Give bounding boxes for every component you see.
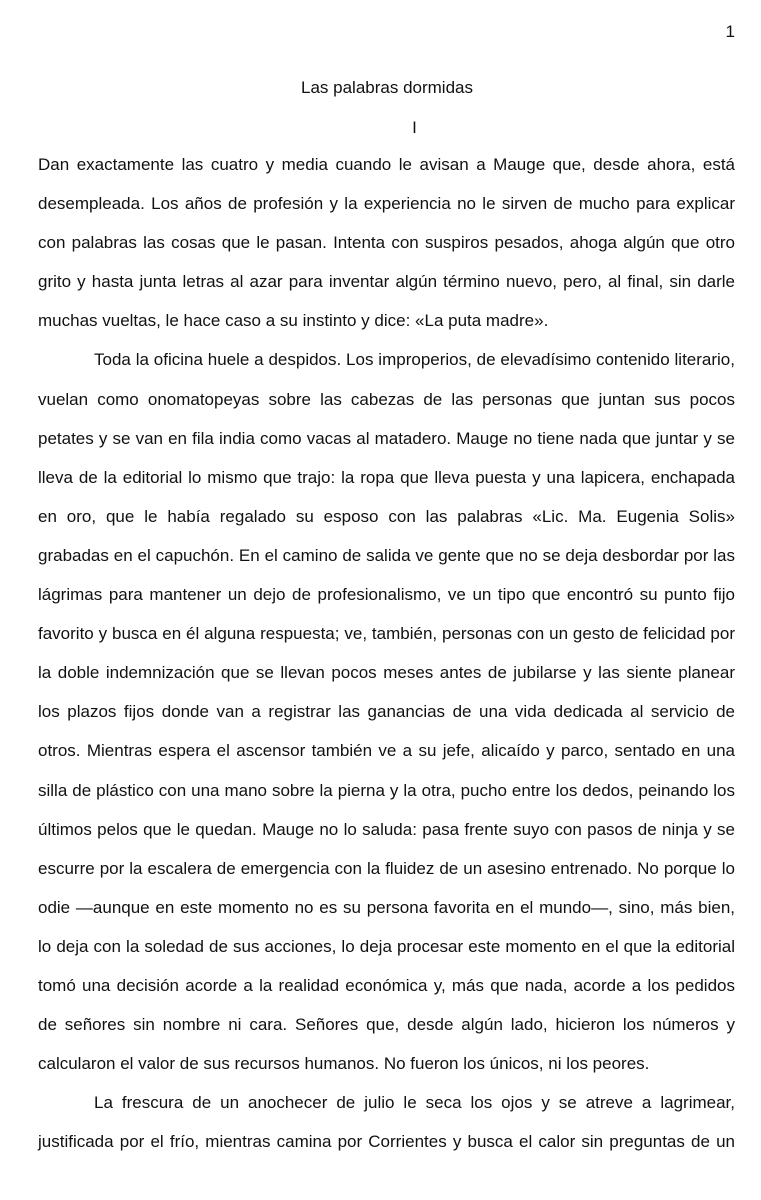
paragraph-2: Toda la oficina huele a despidos. Los improperios, de elevadísimo contenido literario, vuelan como onomatopeyas sobre las cabezas de las personas que juntan sus pocos petates y se van en fila india como vacas al matadero. Mauge no tiene nada que juntar y se lleva de la editorial lo mismo que trajo: la ropa que lleva puesta y una lapicera, enchapada en oro, que le había regalado su esposo con las palabras «Lic. Ma. Eugenia Solis» grabadas en el capuchón. En el camino de salida ve gente que no se deja desbordar por las lágrimas para mantener un dejo de profesionalismo, ve un tipo que encontró su punto fijo favorito y busca en él alguna respuesta; ve, también, personas con un gesto de felicidad por la doble indemnización que se llevan pocos meses antes de jubilarse y las siente planear los plazos fijos donde van a registrar las ganancias de una vida dedicada al servicio de otros. Mientras espera el ascensor también ve a su jefe, alicaído y parco, sentado en una silla de plástico con una mano sobre la pierna y la otra, pucho entre los dedos, peinando los últimos pelos que le quedan. Mauge no lo saluda: pasa frente suyo con pasos de ninja y se escurre por la escalera de emergencia con la fluidez de un asesino entrenado. No porque lo odie —aunque en este momento no es su persona favorita en el mundo—, sino, más bien, lo deja con la soledad de sus acciones, lo deja procesar este momento en el que la editorial tomó una decisión acorde a la realidad económica y, más que nada, acorde a los pedidos de señores sin nombre ni cara. Señores que, desde algún lado, hicieron los números y calcularon el valor de sus recursos humanos. No fueron los únicos, ni los peores. xyxy=(38,350,735,1074)
page-number: 1 xyxy=(725,22,735,41)
paragraph-3: La frescura de un anochecer de julio le seca los ojos y se atreve a lagrimear, justificada por el frío, mientras camina por Corrientes y busca el calor sin preguntas de un xyxy=(38,1093,735,1152)
body-text xyxy=(38,145,735,1161)
paragraph-1: Dan exactamente las cuatro y media cuando le avisan a Mauge que, desde ahora, está desempleada. Los años de profesión y la experiencia no le sirven de mucho para explicar con palabras las cosas que le pasan. Intenta con suspiros pesados, ahoga algún que otro grito y hasta junta letras al azar para inventar algún término nuevo, pero, al final, sin darle muchas vueltas, le hace caso a su instinto y dice: «La puta madre». xyxy=(38,155,735,331)
chapter-number: I xyxy=(412,118,417,137)
document-title: Las palabras dormidas xyxy=(301,78,473,97)
